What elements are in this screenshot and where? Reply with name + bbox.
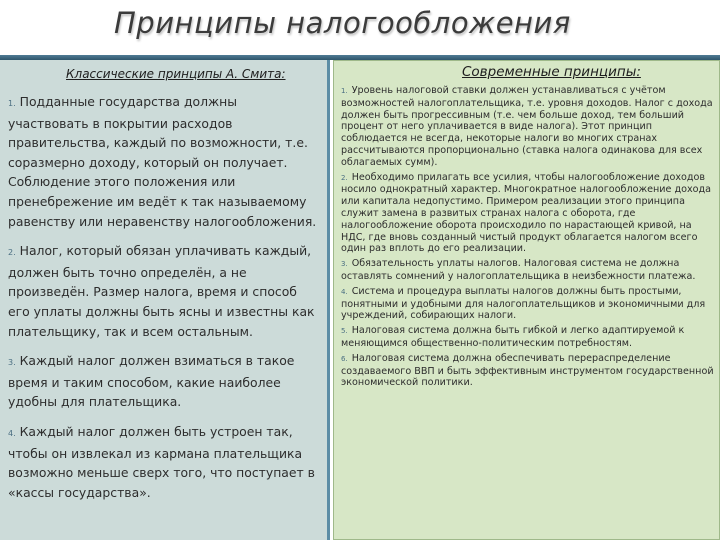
list-item (8, 422, 320, 502)
list-item (341, 325, 715, 350)
item-number: 1. (341, 87, 348, 95)
item-number: 6. (341, 354, 348, 363)
item-text: Подданные государства должны участвовать в покрытии расходов правительства, каждый по возможности, т.е. соразмерно доходу, который он получает. Соблюдение этого положения или пренебрежение им ведёт к так называемому равенству или неравенству налогообложения. (8, 94, 317, 229)
item-text: Каждый налог должен взиматься в такое время и таким способом, какие наиболее удобны для плательщика. (8, 353, 295, 410)
list-item (341, 286, 715, 322)
list-item (8, 92, 320, 231)
item-number: 5. (341, 327, 348, 336)
slide-title: Принципы налогообложения (114, 6, 571, 40)
classical-principles-list (8, 92, 320, 512)
list-item (341, 353, 715, 389)
classical-principles-panel (0, 60, 330, 540)
item-number: 2. (341, 173, 348, 182)
item-number: 1. (8, 99, 16, 108)
list-item (341, 172, 715, 256)
item-text: Налоговая система должна быть гибкой и легко адаптируемой к меняющимся общественно-политическим потребностям. (341, 325, 685, 349)
item-number: 3. (341, 260, 348, 269)
modern-principles-list (341, 85, 715, 392)
classical-principles-heading: Классические принципы А. Смита: (66, 67, 286, 81)
item-number: 3. (8, 358, 16, 368)
item-text: Необходимо прилагать все усилия, чтобы налогообложение доходов носило однократный характер. Многократное налогообложение дохода или капитала недопустимо. Примером реализации этого принципа служит замена в развитых странах налога с оборота, где налогообложение оборота происходило по нарастающей кривой, на НДС, где вновь созданный чистый продукт облагается налогом всего один раз вплоть до его реализации. (341, 171, 712, 255)
item-number: 4. (8, 428, 16, 438)
list-item (8, 241, 320, 341)
item-number: 2. (8, 248, 16, 258)
modern-principles-heading: Современные принципы: (462, 64, 641, 80)
list-item (341, 258, 715, 283)
modern-principles-panel (333, 60, 720, 540)
item-number: 4. (341, 287, 348, 296)
item-text: Налоговая система должна обеспечивать перераспределение создаваемого ВВП и быть эффективным инструментом государственной экономической политики. (341, 352, 714, 389)
item-text: Налог, который обязан уплачивать каждый, должен быть точно определён, а не произведён. Размер налога, время и способ его уплаты должны быть ясны и известны как плательщику, так и всем остальным. (8, 243, 315, 339)
item-text: Каждый налог должен быть устроен так, чтобы он извлекал из кармана плательщика возможно меньше сверх того, что поступает в «кассы государства». (8, 423, 315, 500)
item-text: Обязательность уплаты налогов. Налоговая система не должна оставлять сомнений у налогоплательщика в неизбежности платежа. (341, 258, 696, 282)
list-item (341, 85, 715, 169)
item-text: Система и процедура выплаты налогов должны быть простыми, понятными и удобными для налогоплательщиков и экономичными для учреждений, собирающих налоги. (341, 285, 706, 322)
item-text: Уровень налоговой ставки должен устанавливаться с учётом возможностей налогоплательщика, т.е. уровня доходов. Налог с дохода должен быть прогрессивным (т.е. чем больше доход, тем больший процент от него уплачивается в виде налога). Этот принцип соблюдается не всегда, некоторые налоги во многих странах рассчитываются пропорционально (ставка налога одинакова для всех облагаемых сумм). (341, 85, 713, 168)
list-item (8, 351, 320, 412)
